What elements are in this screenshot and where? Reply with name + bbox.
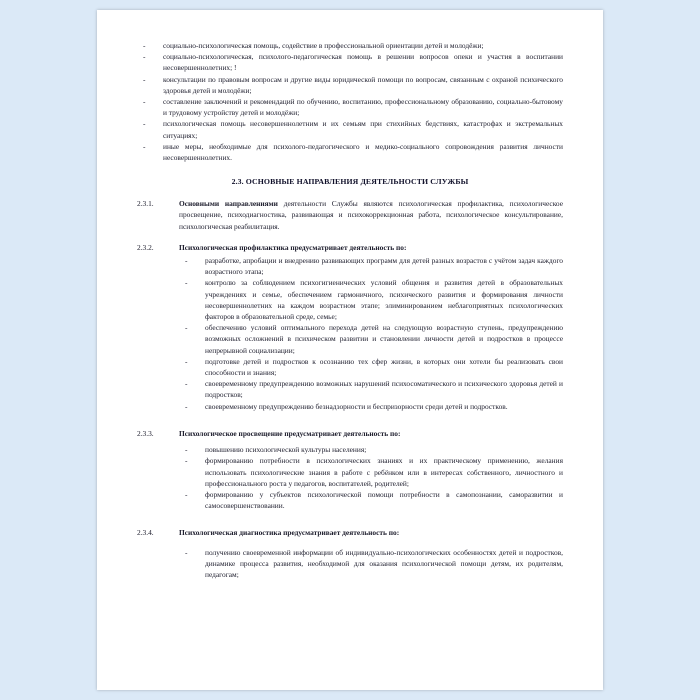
list-item xyxy=(179,322,563,356)
bullet-dash: - xyxy=(185,379,188,389)
list-item xyxy=(137,40,563,51)
list-item-text: формированию у субъектов психологической помощи потребности в самопознании, саморазвитии и самосовершенствовании. xyxy=(205,489,563,511)
clause-bullet-list xyxy=(179,444,563,511)
bullet-dash: - xyxy=(185,323,188,333)
bullet-dash: - xyxy=(185,445,188,455)
list-item xyxy=(137,141,563,163)
document-page xyxy=(97,10,603,690)
section-heading: 2.3. ОСНОВНЫЕ НАПРАВЛЕНИЯ ДЕЯТЕЛЬНОСТИ СЛУЖБЫ xyxy=(231,177,469,187)
bullet-dash: - xyxy=(143,41,146,50)
bullet-dash: - xyxy=(143,97,146,107)
clause-lead-in: Психологическая профилактика предусматривает деятельность по: xyxy=(179,242,407,252)
clause-lead-in: Психологическая диагностика предусматривает деятельность по: xyxy=(179,528,400,538)
list-item-text: подготовке детей и подростков к осознанию тех сфер жизни, в которых они хотели бы реализовать свои способности и знания; xyxy=(205,356,563,378)
clause-2-3-3 xyxy=(137,428,563,511)
list-item-text: получению своевременной информации об индивидуально-психологических особенностях детей и подростков, динамике процесса развития, необходимой для оказания психологической помощи детям, их родителям, педагогам; xyxy=(205,547,563,579)
bullet-dash: - xyxy=(185,256,188,266)
bullet-dash: - xyxy=(143,74,146,84)
clause-number: 2.3.2. xyxy=(137,242,154,252)
bullet-dash: - xyxy=(185,456,188,466)
list-item-text: контролю за соблюдением психогигиенических условий общения и развития детей в образовательных учреждениях и семье, обеспечением гармоничного, психического развития и формирования личности несовершеннолетних на каждом возрастном этапе; элиминированием неблагоприятных психологических факторов в образовательной среде, семье; xyxy=(205,278,563,322)
page-content xyxy=(97,10,603,690)
clause-2-3-4 xyxy=(137,527,563,580)
bullet-dash: - xyxy=(185,356,188,366)
clause-bullet-list xyxy=(179,547,563,581)
clause-lead-in: Психологическое просвещение предусматривает деятельность по: xyxy=(179,428,401,438)
bullet-dash: - xyxy=(185,401,188,411)
clause-2-3-2 xyxy=(137,242,563,412)
clause-number: 2.3.4. xyxy=(137,528,154,538)
bullet-dash: - xyxy=(143,141,146,151)
list-item xyxy=(179,255,563,277)
list-item-text: разработке, апробации и внедрению развивающих программ для детей разных возрастов с учётом задач каждого возрастного этапа; xyxy=(205,256,563,277)
intro-bullet-list xyxy=(137,40,563,163)
list-item-text: формированию потребности в психологических знаниях и их практическому применению, желания использовать психологические знания в работе с ребёнком или в интересах собственного, личностного и профессионального роста у педагогов, воспитателей, родителей; xyxy=(205,456,563,488)
list-item xyxy=(179,444,563,455)
bullet-dash: - xyxy=(185,547,188,557)
list-item xyxy=(179,378,563,400)
list-item xyxy=(179,489,563,511)
list-item-text: консультации по правовым вопросам и другие виды юридической помощи по вопросам, связанным с охраной психического здоровья детей и молодёжи; xyxy=(163,74,563,95)
list-item xyxy=(179,356,563,378)
list-item xyxy=(137,74,563,96)
list-item xyxy=(137,51,563,73)
list-item xyxy=(137,118,563,140)
list-item-text: своевременному предупреждению возможных нарушений психосоматического и психического здоровья детей и подростков; xyxy=(205,379,563,400)
list-item-text: повышению психологической культуры населения; xyxy=(205,445,367,455)
list-item-text: иные меры, необходимые для психолого-педагогического и медико-социального сопровождения развития личности несовершеннолетних. xyxy=(163,141,563,163)
list-item-text: социально-психологическая, психолого-педагогическая помощь в решении вопросов опеки и участия в воспитании несовершеннолетних; ! xyxy=(163,52,563,73)
list-item xyxy=(179,547,563,581)
list-item-text: социально-психологическая помощь, содействие в профессиональной ориентации детей и молодёжи; xyxy=(163,41,484,50)
list-item xyxy=(179,455,563,489)
clause-bullet-list xyxy=(179,255,563,412)
clause-number: 2.3.3. xyxy=(137,428,154,438)
list-item-text: психологическая помощь несовершеннолетним и их семьям при стихийных бедствиях, катастрофах и экстремальных ситуациях; xyxy=(163,119,563,140)
bullet-dash: - xyxy=(185,489,188,499)
list-item-text: своевременному предупреждению безнадзорности и беспризорности среди детей и подростков. xyxy=(205,401,508,411)
list-item-text: обеспечению условий оптимального перехода детей на следующую возрастную ступень, предупреждению возможных осложнений в психическом развитии и становлении личности детей и подростков в процессе непрерывной социализации; xyxy=(205,323,563,355)
list-item-text: составление заключений и рекомендаций по обучению, воспитанию, профессиональному образованию, социально-бытовому и трудовому устройству детей и молодёжи; xyxy=(163,97,563,118)
list-item xyxy=(137,96,563,118)
bullet-dash: - xyxy=(185,278,188,288)
clause-number: 2.3.1. xyxy=(137,199,154,209)
list-item xyxy=(179,277,563,322)
bullet-dash: - xyxy=(143,52,146,62)
bullet-dash: - xyxy=(143,119,146,129)
clause-2-3-1 xyxy=(137,198,563,232)
clause-paragraph-bold: Основными направлениями xyxy=(179,199,278,209)
clause-paragraph xyxy=(179,198,563,232)
list-item xyxy=(179,401,563,412)
clause-paragraph-rest: деятельности Службы являются психологическая профилактика, психологическое просвещение, психодиагностика, развивающая и психокоррекционная работа, психологическое консультирование, психологическая реабилитация. xyxy=(179,199,563,231)
